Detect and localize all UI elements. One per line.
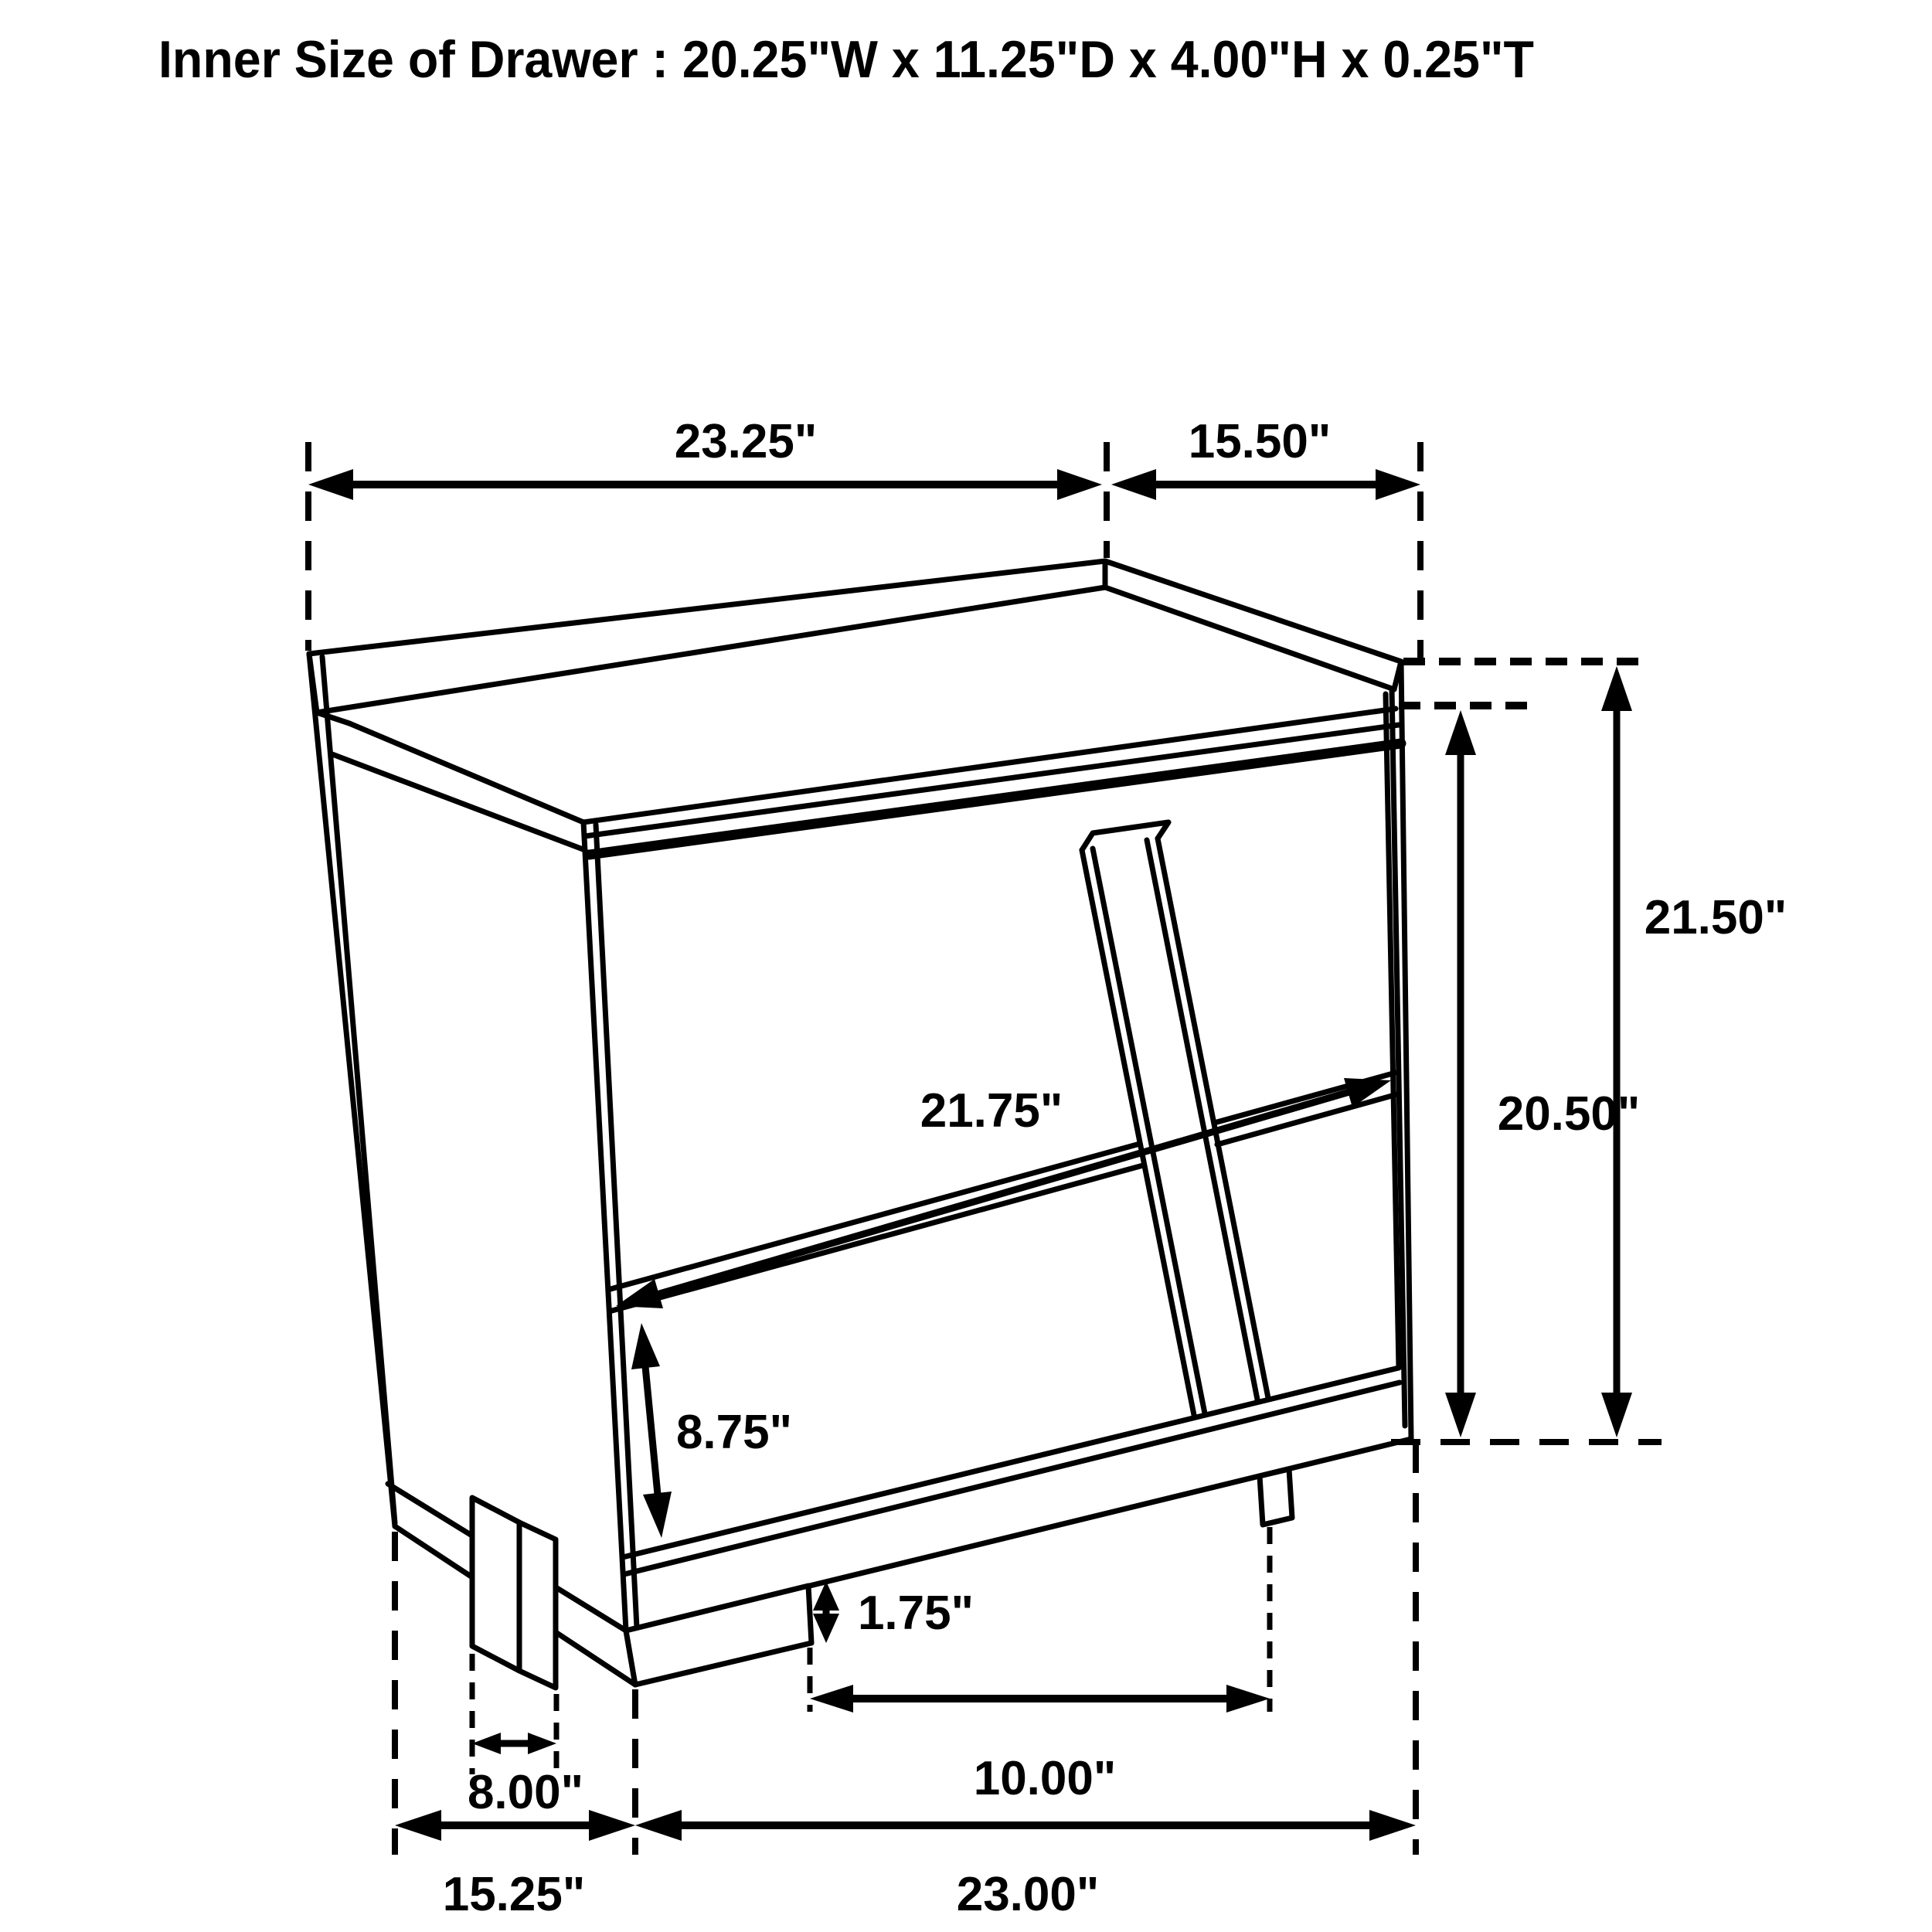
cabinet-top-slab bbox=[309, 561, 1401, 822]
arrowhead bbox=[1226, 1685, 1270, 1713]
label-drawer-width: 21.75" bbox=[920, 1084, 1063, 1138]
arrowhead bbox=[810, 1685, 853, 1713]
top-shadow-line bbox=[589, 743, 1401, 855]
label-bottom-width: 23.00" bbox=[956, 1868, 1100, 1921]
label-front-leg-spacing: 10.00" bbox=[973, 1752, 1117, 1805]
label-foot-height: 1.75" bbox=[857, 1587, 975, 1640]
drawer-bottom-edge-upper bbox=[623, 1368, 1399, 1557]
arrowhead bbox=[1601, 666, 1632, 711]
arrowhead bbox=[631, 1323, 660, 1369]
label-drawer-front-height: 8.75" bbox=[675, 1406, 793, 1459]
label-overall-height: 21.50" bbox=[1644, 891, 1787, 944]
front-left-edge-outer bbox=[583, 822, 626, 1631]
label-case-height: 20.50" bbox=[1497, 1087, 1641, 1141]
arrowhead bbox=[1601, 1393, 1632, 1437]
arrowhead bbox=[635, 1810, 682, 1841]
strip-left-edge-inner bbox=[1093, 849, 1205, 1413]
arrowhead bbox=[1376, 469, 1420, 500]
center-handle-strip bbox=[1082, 822, 1268, 1415]
arrowhead bbox=[395, 1810, 441, 1841]
diagram-title: Inner Size of Drawer : 20.25"W x 11.25"D x 4.00"H x 0.25"T bbox=[158, 30, 1534, 89]
strip-top-face bbox=[1082, 822, 1168, 850]
dim-drawer-front-height-line bbox=[645, 1366, 658, 1495]
label-top-depth: 15.50" bbox=[1188, 415, 1332, 468]
arrowhead bbox=[1445, 1393, 1476, 1437]
arrowhead bbox=[1111, 469, 1156, 500]
front-left-foot bbox=[626, 1586, 811, 1685]
arrowhead bbox=[813, 1614, 839, 1643]
arrowhead bbox=[643, 1492, 672, 1538]
front-right-foot bbox=[1260, 1469, 1292, 1525]
strip-right-edge-inner bbox=[1147, 840, 1257, 1400]
label-leg-width: 8.00" bbox=[467, 1766, 584, 1819]
label-bottom-depth: 15.25" bbox=[442, 1868, 586, 1921]
top-slab-outer-edge bbox=[309, 561, 1401, 662]
front-top-edge bbox=[585, 725, 1399, 836]
arrowhead bbox=[1445, 710, 1476, 755]
label-top-width: 23.25" bbox=[674, 415, 818, 468]
side-back-edge-inner bbox=[322, 657, 395, 1523]
arrowhead bbox=[589, 1810, 635, 1841]
arrowhead bbox=[1057, 469, 1102, 500]
arrowhead bbox=[528, 1733, 556, 1754]
front-left-edge-inner bbox=[596, 825, 637, 1628]
drawer-gap-lower-left bbox=[612, 1165, 1143, 1311]
back-left-leg bbox=[472, 1498, 556, 1688]
arrowhead bbox=[308, 469, 353, 500]
arrowhead bbox=[1369, 1810, 1416, 1841]
legs bbox=[472, 1469, 1292, 1688]
arrowhead bbox=[472, 1733, 501, 1754]
drawer-gap-upper-left bbox=[611, 1144, 1140, 1289]
